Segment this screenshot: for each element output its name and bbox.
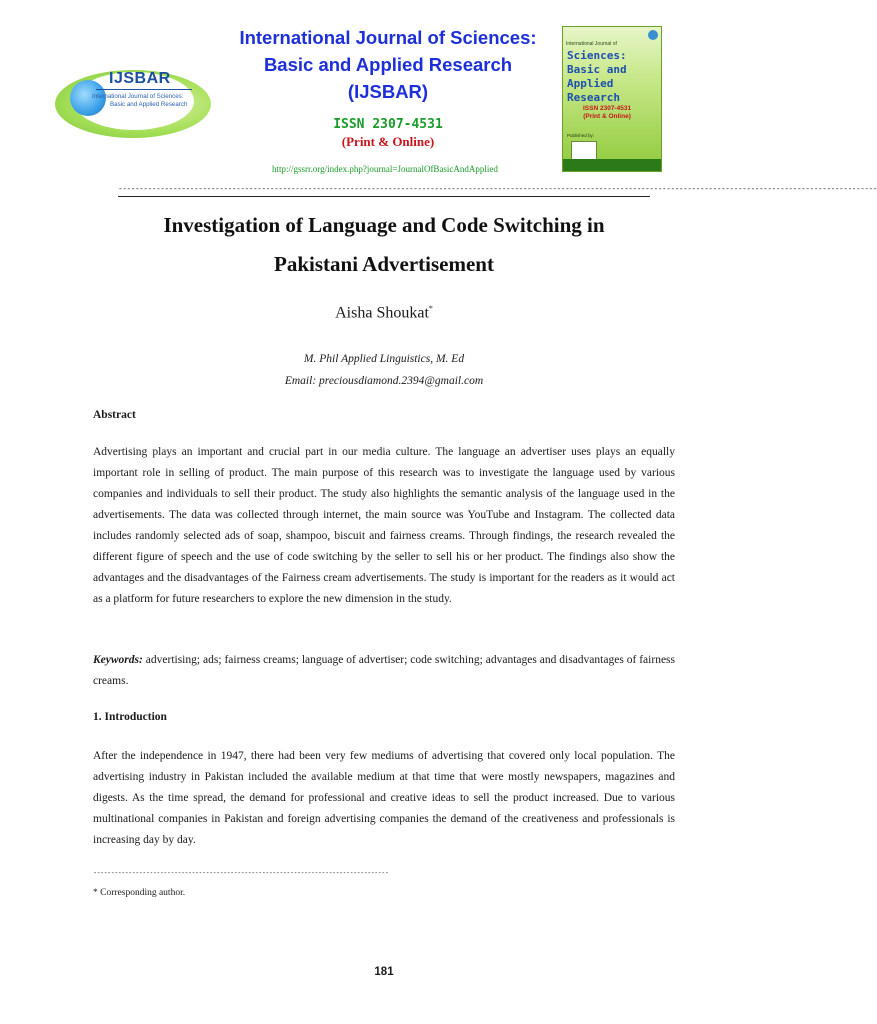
- paper-title-line-2: Pakistani Advertisement: [274, 252, 494, 276]
- cover-big-title: Sciences: Basic and Applied Research: [567, 49, 627, 104]
- page-number: 181: [374, 966, 394, 978]
- cover-small-title: International Journal of: [566, 41, 617, 47]
- print-online-label: (Print & Online): [341, 134, 435, 149]
- paper-title-line-1: Investigation of Language and Code Switching in: [163, 213, 605, 237]
- journal-title-line-2: Basic and Applied Research: [263, 54, 513, 75]
- journal-cover-image: [562, 26, 662, 172]
- keywords-label: Keywords:: [93, 654, 143, 666]
- author-affiliation: M. Phil Applied Linguistics, M. Ed: [303, 353, 465, 365]
- journal-title-line-1: International Journal of Sciences:: [239, 27, 537, 48]
- abstract-text: Advertising plays an important and crucial part in our media culture. The language an advertiser uses plays an equally important role in selling of product. The main purpose of this research was to investigate the language used by various companies and individuals to sell their product. The study also highlights the semantic analysis of the language used in the advertisements. The data was collected through internet, the main source was YouTube and Instagram. The collected data includes randomly selected ads of soap, shampoo, biscuit and fairness creams. Through findings, the research revealed the different figure of speech and the use of code switching by the seller to sell his or her product. The findings also show the advantages and the disadvantages of the Fairness cream advertisements. The study is important for the readers as it would act as a platform for future researchers to explore the new dimension in the study.: [93, 446, 675, 605]
- introduction-heading: 1. Introduction: [93, 711, 167, 723]
- introduction-text: After the independence in 1947, there had been very few mediums of advertising that covered only local population. The advertising industry in Pakistan included the available medium at that time that were mostly newspapers, magazines and digests. As the time spread, the demand for professional and creative ideas to sell the product increased. Due to various multinational companies in Pakistan and foreign advertising companies the demand of the creativeness and professionals is increasing day by day.: [93, 750, 675, 846]
- cover-issn-number: ISSN 2307-4531: [583, 105, 632, 112]
- author-text: Aisha Shoukat: [335, 304, 429, 322]
- logo-name: IJSBAR: [109, 70, 171, 87]
- keywords-text: advertising; ads; fairness creams; language of advertiser; code switching; advantages and disadvantages of fairness creams.: [93, 654, 675, 687]
- author-name: [84, 304, 684, 322]
- cover-published-by: Published by:: [567, 133, 595, 138]
- journal-url-link[interactable]: http://gssrr.org/index.php?journal=JournalOfBasicAndApplied: [272, 164, 498, 174]
- logo-subtitle-1: International Journal of Sciences:: [92, 93, 184, 100]
- header-rule: [118, 196, 650, 197]
- logo-subtitle-2: Basic and Applied Research: [110, 101, 188, 108]
- cover-publisher-badge: [571, 141, 597, 161]
- cover-logo-icon: [648, 30, 658, 40]
- header-dashed-separator: ------------------------------------------------------------------------------------------------------------------------------------------------------------------------------------: [118, 184, 877, 193]
- author-footnote-mark: *: [428, 304, 433, 313]
- footnote-separator: ------------------------------------------------------------------------------------: [93, 869, 389, 877]
- paper-title: [84, 206, 684, 284]
- journal-title-line-3: (IJSBAR): [347, 81, 429, 102]
- journal-title: [200, 24, 576, 105]
- cover-print-online: (Print & Online): [583, 113, 631, 120]
- cover-bottom-stripe: [563, 159, 661, 171]
- keywords-block: [93, 650, 675, 692]
- author-email: Email: preciousdiamond.2394@gmail.com: [284, 375, 484, 387]
- abstract-heading: Abstract: [93, 409, 136, 421]
- footnote-text: * Corresponding author.: [93, 888, 186, 898]
- cover-issn: [583, 105, 631, 121]
- logo-divider: [96, 89, 192, 90]
- journal-issn: ISSN 2307-4531: [333, 117, 443, 132]
- author-affiliation-block: [84, 348, 684, 392]
